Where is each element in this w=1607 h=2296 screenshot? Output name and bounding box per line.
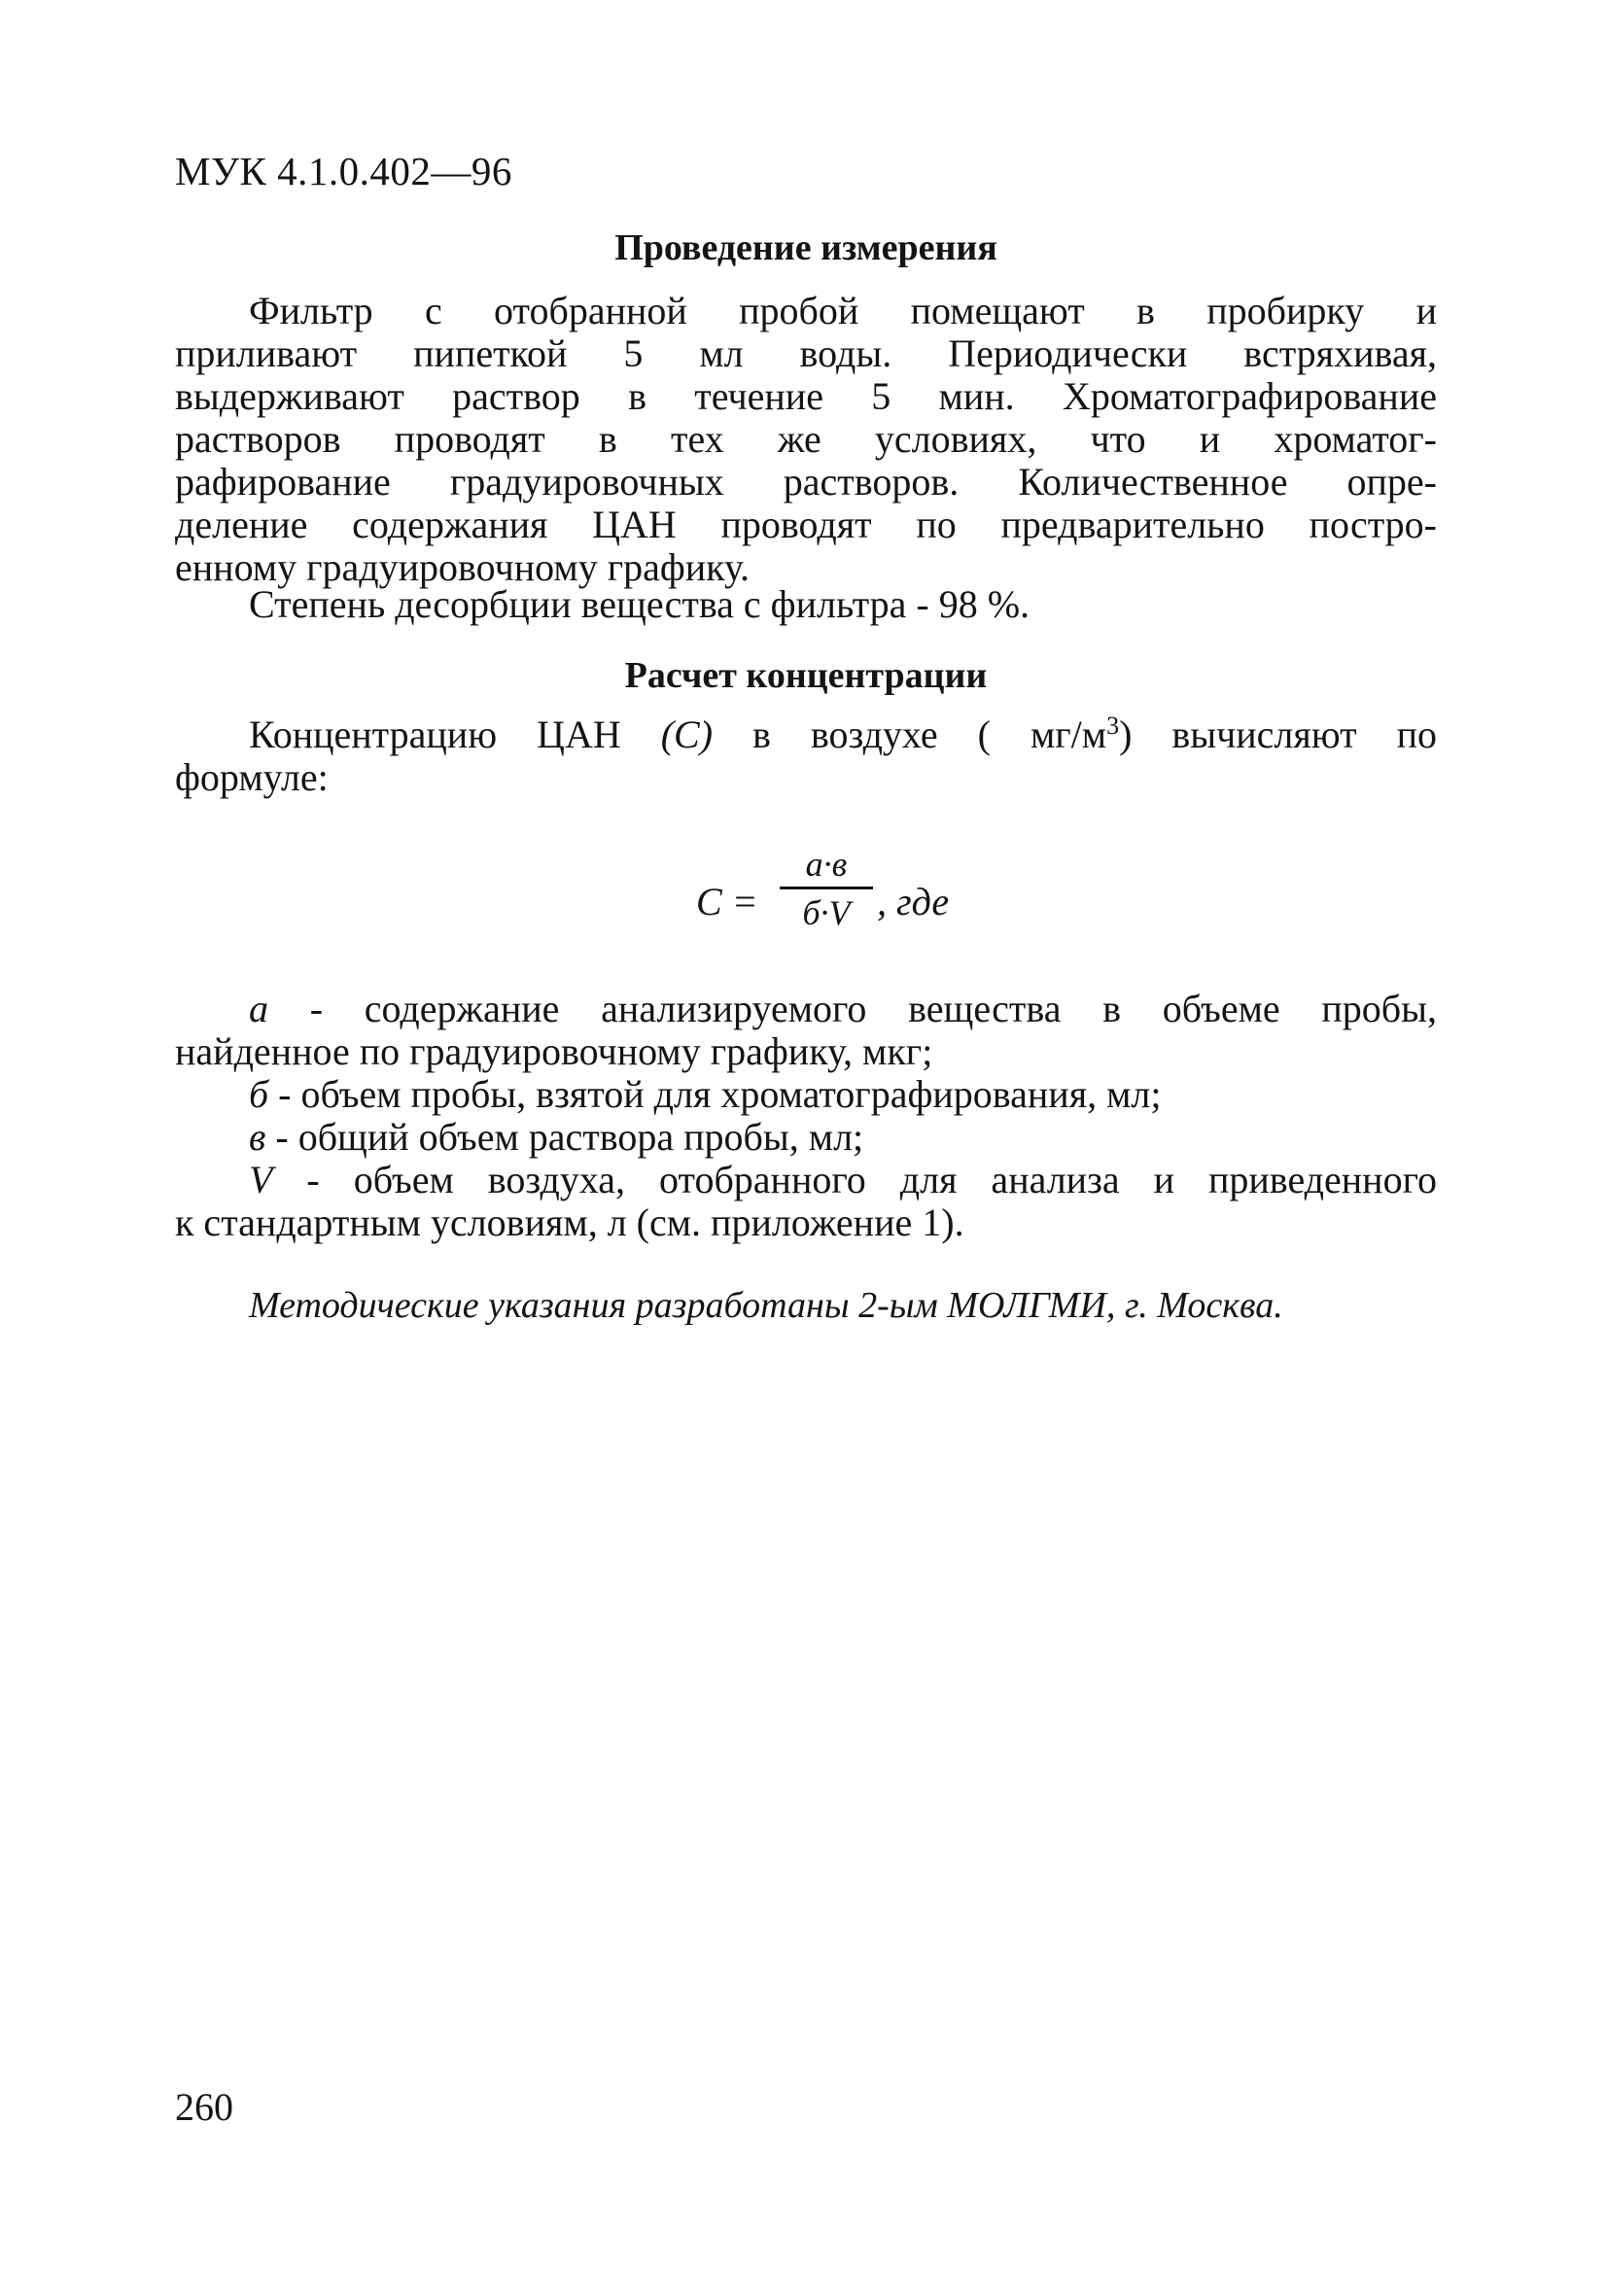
paragraph-line: рафирование градуировочных растворов. Количественное опре- — [175, 460, 1437, 504]
definition-symbol: а — [249, 987, 268, 1030]
page-number: 260 — [175, 2085, 233, 2129]
definition-symbol: в — [249, 1115, 266, 1159]
definition-symbol: V — [249, 1158, 273, 1201]
definition-line — [175, 1201, 1437, 1244]
formula-lhs: С = — [696, 880, 758, 923]
paragraph-calculation-intro — [175, 713, 1437, 799]
formula-numerator: а·в — [805, 845, 848, 884]
intro-text-2: в воздухе ( мг/м — [752, 713, 1107, 756]
paragraph-line: Фильтр с отобранной пробой помещают в пробирку и — [249, 289, 1437, 332]
intro-text-3: ) вычисляют по — [1119, 713, 1438, 756]
definition-line — [175, 1030, 1437, 1073]
definition-text: - общий объем раствора пробы, мл; — [265, 1115, 864, 1159]
intro-text-1: Концентрацию ЦАН — [249, 713, 621, 756]
paragraph-line: выдерживают раствор в течение 5 мин. Хроматографирование — [175, 374, 1437, 418]
concentration-variable: (С) — [660, 713, 714, 756]
paragraph-line: енному градуировочному графику. — [175, 545, 751, 589]
definition-symbol: б — [249, 1072, 269, 1116]
unit-exponent: 3 — [1106, 712, 1120, 740]
definition-text: к стандартным условиям, л (см. приложение 1). — [175, 1200, 964, 1244]
definition-text: - объем пробы, взятой для хроматографирования, мл; — [268, 1072, 1162, 1116]
paragraph-line: приливают пипеткой 5 мл воды. Периодически встряхивая, — [175, 331, 1437, 375]
intro-line: формуле: — [175, 755, 329, 799]
definition-text: - объем воздуха, отобранного для анализа и приведенного — [272, 1158, 1437, 1201]
definition-line — [175, 988, 1437, 1030]
definition-line — [175, 1073, 1437, 1116]
formula-fraction — [780, 844, 873, 932]
document-code: МУК 4.1.0.402—96 — [175, 149, 512, 193]
intro-line — [175, 713, 1437, 756]
section-heading-calculation: Расчет концентрации — [624, 655, 988, 696]
paragraph-desorption — [175, 583, 1437, 626]
section-heading-measurement: Проведение измерения — [614, 227, 997, 268]
authorship-note: Методические указания разработаны 2-ым МОЛГМИ, г. Москва. — [249, 1285, 1283, 1326]
fraction-bar — [780, 887, 873, 889]
formula-denominator: б·V — [802, 893, 851, 932]
variable-definitions — [175, 988, 1437, 1244]
paragraph-line: деление содержания ЦАН проводят по предварительно постро- — [175, 503, 1437, 546]
paragraph-measurement — [175, 290, 1437, 589]
definition-line — [175, 1159, 1437, 1201]
desorption-line: Степень десорбции вещества с фильтра - 98 %. — [249, 582, 1031, 626]
concentration-formula — [696, 844, 988, 951]
paragraph-line: растворов проводят в тех же условиях, что и хроматог- — [175, 417, 1437, 461]
formula-tail: , где — [877, 880, 950, 923]
definition-line — [175, 1116, 1437, 1159]
definition-text: найденное по градуировочному графику, мкг; — [175, 1029, 933, 1073]
definition-text: - содержание анализируемого вещества в объеме пробы, — [268, 987, 1437, 1030]
